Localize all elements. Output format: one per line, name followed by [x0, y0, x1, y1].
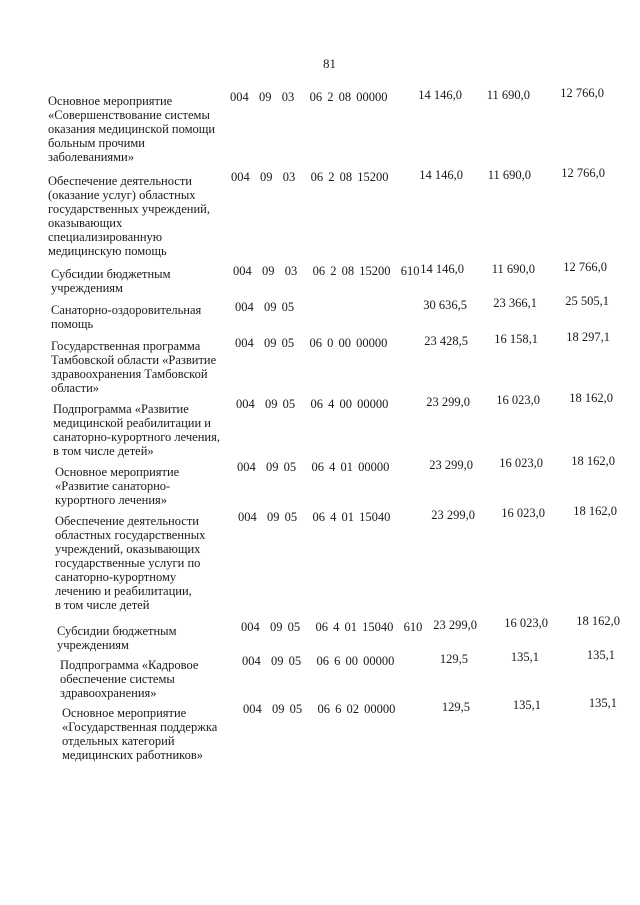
row-value-3: 18 162,0: [569, 391, 613, 405]
page-number: 81: [323, 56, 336, 71]
row-value-2: 16 023,0: [504, 616, 548, 630]
row-value-2: 135,1: [512, 698, 541, 712]
row-value-3: 135,1: [588, 696, 617, 710]
row-value-3: 18 297,1: [566, 330, 610, 344]
row-code: 004 09 03 06 2 08 15200: [231, 170, 389, 184]
row-value-1: 23 299,0: [433, 618, 477, 632]
row-value-1: 129,5: [439, 652, 468, 666]
row-code: 004 09 03 06 2 08 00000: [230, 90, 388, 104]
row-value-3: 12 766,0: [560, 86, 604, 100]
row-value-2: 16 023,0: [499, 456, 543, 470]
row-value-1: 23 299,0: [426, 395, 470, 409]
row-name: Основное мероприятие «Развитие санаторно- курортного лечения»: [55, 465, 180, 507]
row-code: 004 09 05: [235, 300, 295, 314]
row-name: Основное мероприятие «Государственная поддержка отдельных категорий медицинских работников»: [62, 706, 218, 762]
row-value-1: 23 299,0: [429, 458, 473, 472]
row-code: 004 09 03 06 2 08 15200 610: [233, 264, 420, 278]
row-value-3: 12 766,0: [561, 166, 605, 180]
row-value-1: 23 428,5: [424, 334, 468, 348]
row-value-1: 30 636,5: [423, 298, 467, 312]
row-name: Обеспечение деятельности (оказание услуг) областных государственных учреждений, оказывающих специализированную медицинскую помощь: [48, 174, 210, 258]
row-code: 004 09 05 06 4 01 15040: [238, 510, 391, 524]
row-value-2: 11 690,0: [486, 88, 530, 102]
row-name: Субсидии бюджетным учреждениям: [57, 624, 177, 652]
row-value-3: 18 162,0: [573, 504, 617, 518]
row-value-1: 14 146,0: [420, 262, 464, 276]
row-value-3: 18 162,0: [571, 454, 615, 468]
row-code: 004 09 05 06 4 00 00000: [236, 397, 389, 411]
row-value-1: 14 146,0: [419, 168, 463, 182]
row-value-2: 11 690,0: [487, 168, 531, 182]
row-name: Государственная программа Тамбовской области «Развитие здравоохранения Тамбовской области»: [51, 339, 217, 395]
row-code: 004 09 05 06 6 02 00000: [243, 702, 396, 716]
row-value-2: 23 366,1: [493, 296, 537, 310]
row-value-2: 11 690,0: [491, 262, 535, 276]
row-value-2: 16 158,1: [494, 332, 538, 346]
row-name: Подпрограмма «Кадровое обеспечение системы здравоохранения»: [60, 658, 199, 700]
row-value-2: 135,1: [510, 650, 539, 664]
row-name: Обеспечение деятельности областных государственных учреждений, оказывающих государственные услуги по санаторно-курортному лечению и реабилитации, в том числе детей: [55, 514, 206, 612]
row-code: 004 09 05 06 0 00 00000: [235, 336, 388, 350]
row-code: 004 09 05 06 6 00 00000: [242, 654, 395, 668]
row-name: Основное мероприятие «Совершенствование системы оказания медицинской помощи больным прочими заболеваниями»: [48, 94, 216, 164]
row-code: 004 09 05 06 4 01 15040 610: [241, 620, 423, 634]
row-value-1: 23 299,0: [431, 508, 475, 522]
row-value-3: 25 505,1: [565, 294, 609, 308]
row-name: Субсидии бюджетным учреждениям: [51, 267, 171, 295]
row-code: 004 09 05 06 4 01 00000: [237, 460, 390, 474]
row-value-1: 129,5: [441, 700, 470, 714]
row-value-3: 135,1: [586, 648, 615, 662]
row-name: Санаторно-оздоровительная помощь: [51, 303, 202, 331]
row-name: Подпрограмма «Развитие медицинской реабилитации и санаторно-курортного лечения, в том числе детей»: [53, 402, 220, 458]
row-value-2: 16 023,0: [496, 393, 540, 407]
row-value-1: 14 146,0: [418, 88, 462, 102]
row-value-2: 16 023,0: [501, 506, 545, 520]
row-value-3: 18 162,0: [576, 614, 620, 628]
row-value-3: 12 766,0: [563, 260, 607, 274]
